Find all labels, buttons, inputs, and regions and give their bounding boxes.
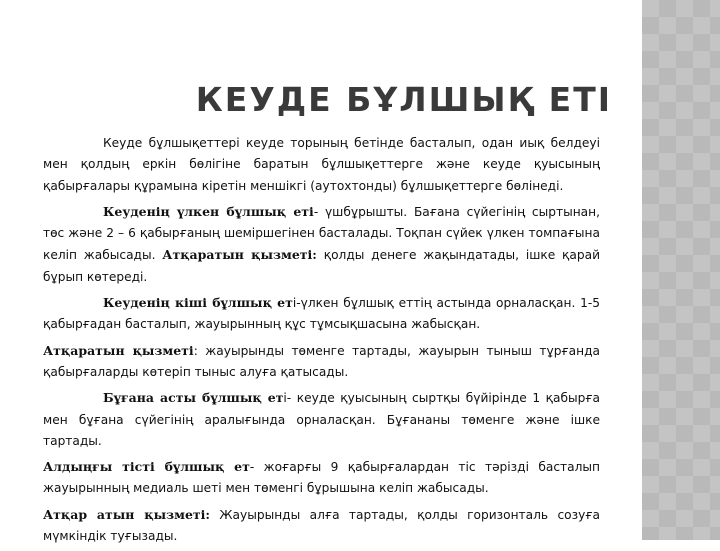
- bold-term: Алдыңғы тісті бұлшық ет: [43, 459, 250, 475]
- bold-term: Атқаратын қызметі:: [162, 247, 317, 263]
- paragraph: [43, 201, 600, 288]
- slide-title: КЕУДЕ БҰЛШЫҚ ЕТІ: [195, 80, 612, 119]
- text-run: Кеуде бұлшықеттері кеуде торының бетінде басталып, одан иық белдеуі мен қолдың еркін бөлігіне баратын бұлшықеттерге және кеуде қуысының қабырғалары құрамына кіретін меншікгі (аутохтонды) бұлшықеттерге бөлінеді.: [43, 136, 600, 193]
- paragraph: [43, 504, 600, 548]
- text-run: і- кеуде қуысының сыртқы бүйірінде 1 қабырға мен бұғана сүйегінің аралығында орналасқан. Бұғананы төменге және ішке тартады.: [43, 391, 600, 448]
- paragraph: [43, 340, 600, 384]
- bold-term: Кеуденің үлкен бұлшық еті: [103, 203, 314, 219]
- paragraph: [43, 133, 600, 197]
- text-run: қолды денеге жақындатады, ішке қарай бұрып көтереді.: [43, 248, 600, 284]
- bold-term: Атқаратын қызметі: [43, 342, 194, 358]
- bold-term: Атқар атын қызметі:: [43, 506, 211, 522]
- text-run: : жауырынды төменге тартады, жауырын тыныш тұрғанда қабырғаларды көтеріп тыныс алуға қатысады.: [43, 343, 600, 379]
- bold-term: Бұғана асты бұлшық ет: [103, 390, 284, 406]
- slide-body: [43, 133, 600, 551]
- decorative-side-panel: [642, 0, 720, 540]
- paragraph: [43, 387, 600, 452]
- bold-term: Кеуденің кіші бұлшық ет: [103, 295, 293, 311]
- paragraph: [43, 456, 600, 500]
- text-run: - үшбұрышты. Бағана сүйегінің сыртынан, төс және 2 – 6 қабырғаның шеміршегінен басталады. Тоқпан сүйек үлкен томпағына келіп жабысады.: [43, 204, 600, 263]
- text-run: - жоғарғы 9 қабырғалардан тіс тәрізді басталып жауырынның медиаль шеті мен төменгі бұрышына келіп жабысады.: [43, 460, 600, 496]
- paragraph: [43, 292, 600, 336]
- text-run: Жауырынды алға тартады, қолды горизонталь созуға мүмкіндік туғызады.: [43, 507, 600, 544]
- text-run: і-үлкен бұлшық еттің астында орналасқан. 1-5 қабырғадан басталып, жауырынның құс тұмсықшасына жабысқан.: [43, 296, 600, 332]
